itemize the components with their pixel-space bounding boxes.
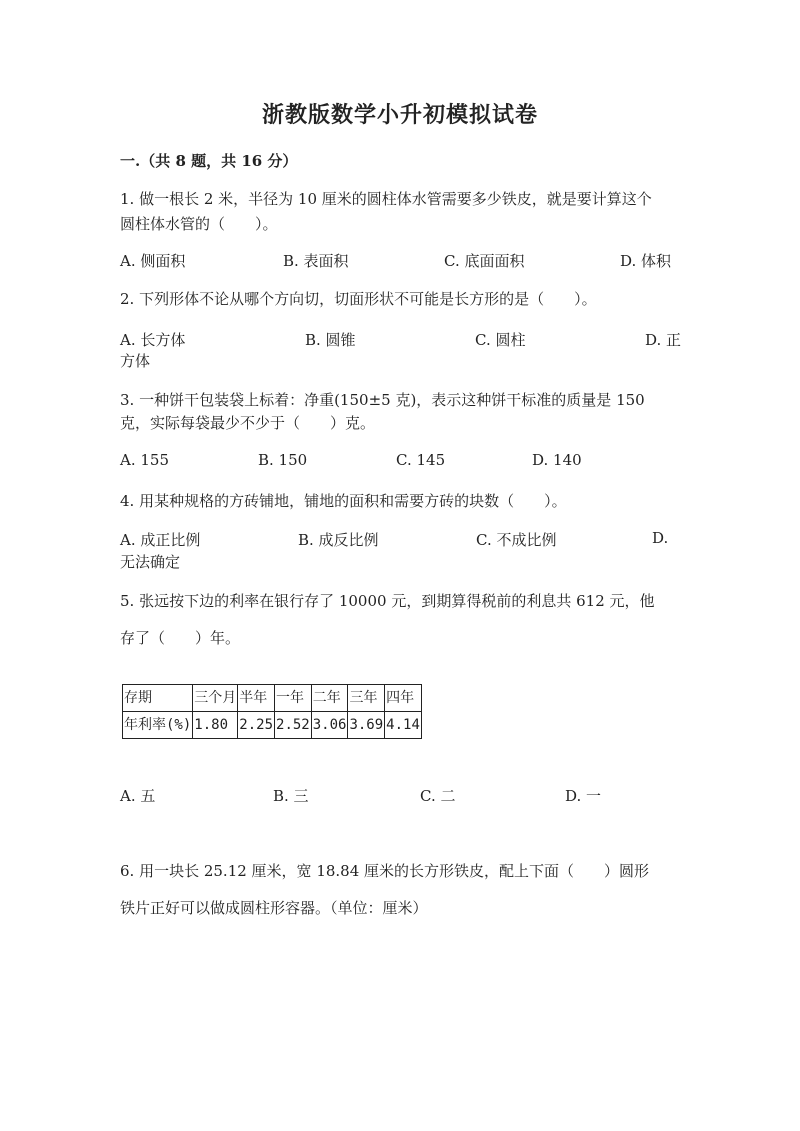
q4-option-d: D. xyxy=(652,529,669,547)
page-title: 浙教版数学小升初模拟试卷 xyxy=(261,102,538,128)
q1-option-d: D. 体积 xyxy=(620,252,672,270)
table-cell: 四年 xyxy=(385,685,422,712)
q5-option-c: C. 二 xyxy=(420,787,456,805)
q6-line1: 6. 用一块长 25.12 厘米，宽 18.84 厘米的长方形铁皮，配上下面（ ）圆形 xyxy=(120,862,650,880)
table-cell: 半年 xyxy=(238,685,275,712)
q4-line1: 4. 用某种规格的方砖铺地，铺地的面积和需要方砖的块数（ ）。 xyxy=(120,492,567,510)
q2-option-c: C. 圆柱 xyxy=(475,331,526,349)
table-cell: 三年 xyxy=(348,685,385,712)
q5-line1: 5. 张远按下边的利率在银行存了 10000 元，到期算得税前的利息共 612 元，他 xyxy=(120,592,655,610)
table-cell: 存期 xyxy=(123,685,193,712)
q1-option-c: C. 底面面积 xyxy=(444,252,525,270)
q4-option-a: A. 成正比例 xyxy=(120,531,201,549)
q5-option-d: D. 一 xyxy=(565,787,602,805)
q1-line2: 圆柱体水管的（ ）。 xyxy=(120,215,278,233)
q6-line2: 铁片正好可以做成圆柱形容器。（单位：厘米） xyxy=(120,899,428,917)
table-row xyxy=(123,712,422,739)
table-cell: 二年 xyxy=(311,685,348,712)
q1-line1: 1. 做一根长 2 米，半径为 10 厘米的圆柱体水管需要多少铁皮，就是要计算这个 xyxy=(120,190,652,208)
q3-line1: 3. 一种饼干包装袋上标着：净重(150±5 克)，表示这种饼干标准的质量是 150 xyxy=(120,391,645,409)
q2-option-d: D. 正 xyxy=(645,331,682,349)
table-cell: 4.14 xyxy=(385,712,422,739)
table-cell: 一年 xyxy=(275,685,312,712)
table-cell: 2.52 xyxy=(275,712,312,739)
table-cell: 年利率(%) xyxy=(123,712,193,739)
q4-option-c: C. 不成比例 xyxy=(476,531,557,549)
q5-line2: 存了（ ）年。 xyxy=(120,629,241,647)
q3-option-d: D. 140 xyxy=(532,451,582,469)
q2-option-a: A. 长方体 xyxy=(120,331,186,349)
q2-option-b: B. 圆锥 xyxy=(305,331,356,349)
q2-line1: 2. 下列形体不论从哪个方向切，切面形状不可能是长方形的是（ ）。 xyxy=(120,290,597,308)
table-cell: 2.25 xyxy=(238,712,275,739)
section-heading: 一.（共 8 题，共 16 分） xyxy=(120,152,298,170)
q5-option-b: B. 三 xyxy=(273,787,309,805)
table-cell: 3.06 xyxy=(311,712,348,739)
table-header-row xyxy=(123,685,422,712)
q3-option-b: B. 150 xyxy=(258,451,308,469)
q2-option-wrap: 方体 xyxy=(120,352,151,370)
interest-rate-table xyxy=(122,684,422,739)
q3-option-a: A. 155 xyxy=(120,451,169,469)
table-cell: 3.69 xyxy=(348,712,385,739)
q3-option-c: C. 145 xyxy=(396,451,446,469)
q4-option-b: B. 成反比例 xyxy=(298,531,379,549)
table-cell: 三个月 xyxy=(193,685,238,712)
q3-line2: 克，实际每袋最少不少于（ ）克。 xyxy=(120,414,376,432)
q5-option-a: A. 五 xyxy=(120,787,156,805)
table-cell: 1.80 xyxy=(193,712,238,739)
q1-option-b: B. 表面积 xyxy=(283,252,349,270)
q4-option-wrap: 无法确定 xyxy=(120,553,181,571)
q1-option-a: A. 侧面积 xyxy=(120,252,186,270)
